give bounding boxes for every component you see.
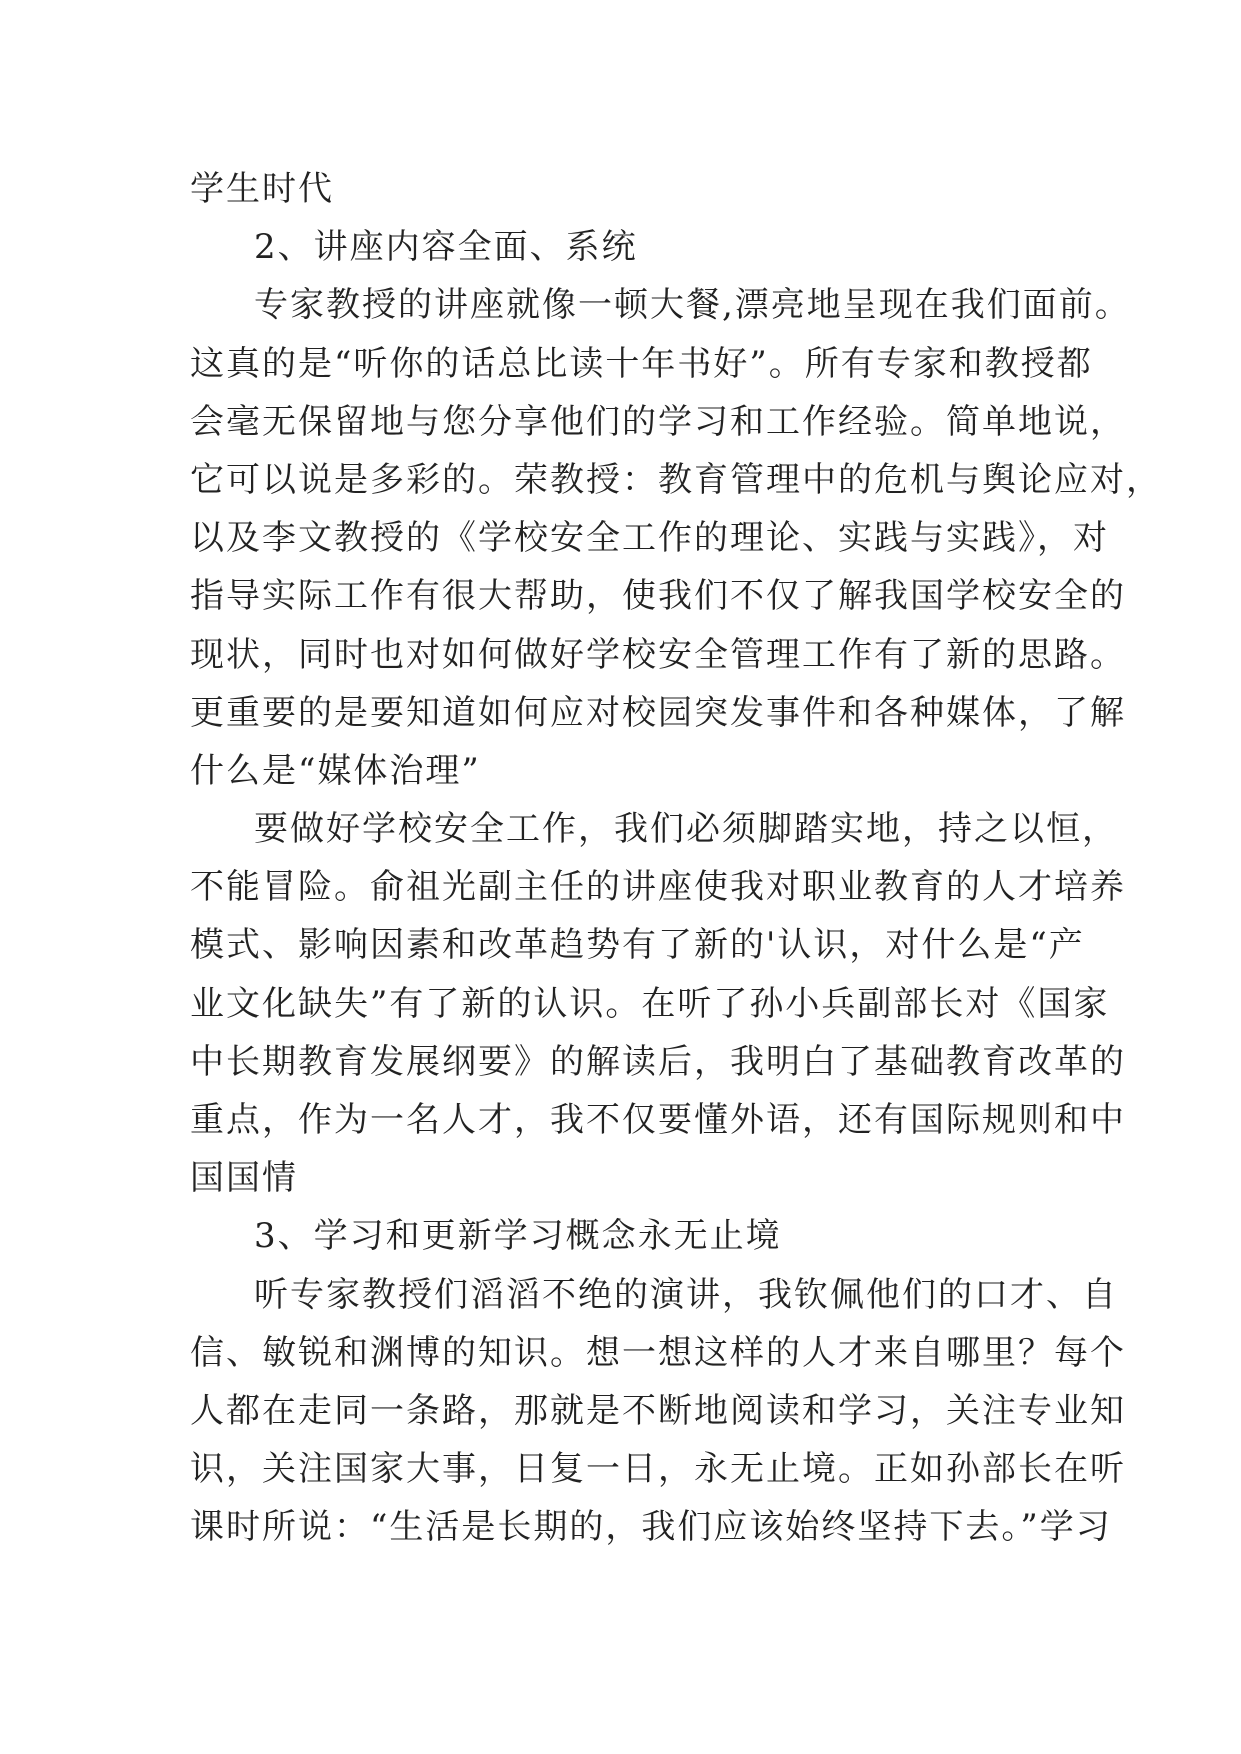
text-line: 课时所说：“生活是长期的，我们应该始终坚持下去。”学习 [190, 1507, 1112, 1548]
text-line: 信、敏锐和渊博的知识。想一想这样的人才来自哪里？每个 [190, 1332, 1126, 1373]
text-line: 以及李文教授的《学校安全工作的理论、实践与实践》，对 [190, 518, 1109, 559]
text-line: 模式、影响因素和改革趋势有了新的'认识，对什么是“产 [190, 925, 1085, 966]
text-line: 人都在走同一条路，那就是不断地阅读和学习，关注专业知 [190, 1390, 1126, 1431]
text-line: 学生时代 [190, 169, 334, 209]
text-line: 更重要的是要知道如何应对校园突发事件和各种媒体，了解 [190, 692, 1126, 733]
text-line: 3、学习和更新学习概念永无止境 [254, 1216, 782, 1257]
text-line: 业文化缺失”有了新的认识。在听了孙小兵副部长对《国家 [190, 983, 1110, 1024]
text-line: 要做好学校安全工作，我们必须脚踏实地，持之以恒， [254, 809, 1118, 850]
text-line: 这真的是“听你的话总比读十年书好”。所有专家和教授都 [190, 343, 1093, 384]
body-text [190, 160, 1162, 1557]
text-line: 它可以说是多彩的。荣教授：教育管理中的危机与舆论应对， [190, 459, 1162, 500]
text-line: 不能冒险。俞祖光副主任的讲座使我对职业教育的人才培养 [190, 867, 1126, 908]
text-line: 指导实际工作有很大帮助，使我们不仅了解我国学校安全的 [190, 576, 1126, 617]
text-line: 中长期教育发展纲要》的解读后，我明白了基础教育改革的 [190, 1041, 1126, 1082]
text-line: 会毫无保留地与您分享他们的学习和工作经验。简单地说， [190, 401, 1126, 442]
text-line: 现状，同时也对如何做好学校安全管理工作有了新的思路。 [190, 634, 1126, 675]
text-line: 2、讲座内容全面、系统 [254, 227, 638, 268]
text-line: 专家教授的讲座就像一顿大餐,漂亮地呈现在我们面前。 [254, 285, 1131, 326]
text-line: 国国情 [190, 1158, 298, 1199]
text-line: 识，关注国家大事，日复一日，永无止境。正如孙部长在听 [190, 1449, 1126, 1490]
text-line: 重点，作为一名人才，我不仅要懂外语，还有国际规则和中 [190, 1100, 1126, 1140]
text-line: 听专家教授们滔滔不绝的演讲，我钦佩他们的口才、自 [254, 1274, 1118, 1315]
text-line: 什么是“媒体治理” [190, 750, 481, 791]
